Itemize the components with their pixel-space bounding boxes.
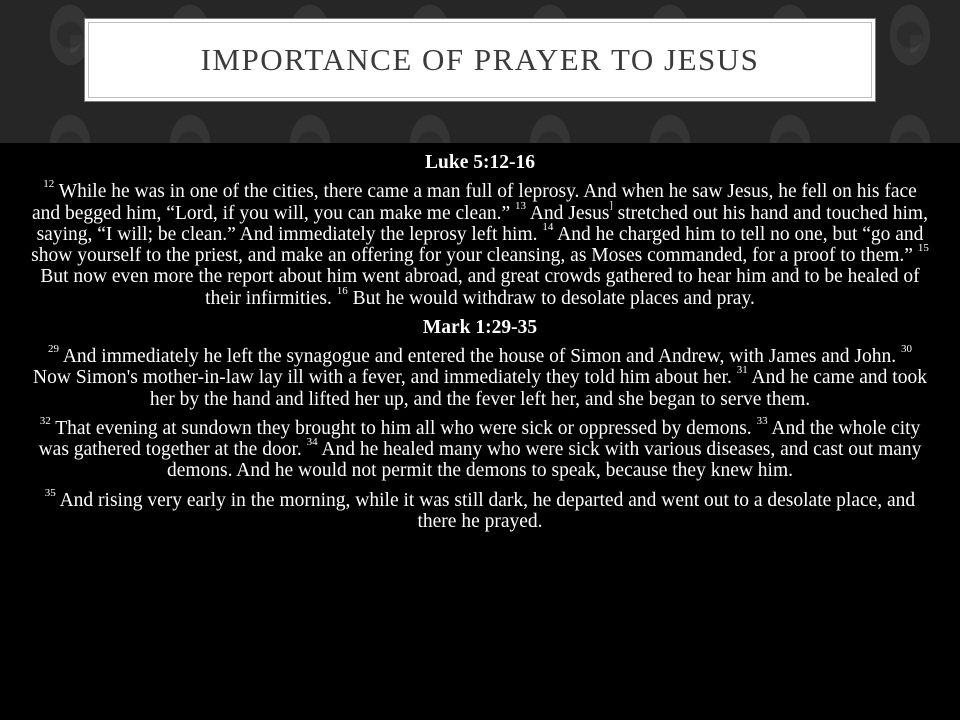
- verse-number: 29: [48, 343, 60, 355]
- verse-number: 16: [336, 284, 348, 297]
- verse-text: And he healed many who were sick with various diseases, and cast out many demons. And he would not permit the demons to speak, because they knew him.: [166, 439, 922, 482]
- verse-number: 30: [900, 343, 912, 355]
- slide-title: IMPORTANCE OF PRAYER TO JESUS: [200, 42, 760, 77]
- scripture-content: [28, 152, 932, 540]
- verse-text: While he was in one of the cities, there came a man full of leprosy. And when he saw Jesus, he fell on his face and begged him, “Lord, if you will, you can make me clean.”: [32, 181, 917, 224]
- verse-text: And he charged him to tell no one, but “go and show yourself to the priest, and make an offering for your cleansing, as Moses commanded, for a proof to them.”: [31, 223, 924, 266]
- luke-reference: Luke 5:12-16: [425, 152, 535, 173]
- verse-number: 15: [917, 242, 929, 254]
- verse-text: And the whole city was gathered together at the door.: [38, 417, 921, 460]
- verse-text: Now Simon's mother-in-law lay ill with a fever, and immediately they told him about her.: [33, 367, 732, 389]
- mark-passage-1: [28, 343, 932, 410]
- mark-passage-3: [28, 486, 932, 533]
- footnote-marker: ]: [609, 199, 613, 211]
- verse-text: And immediately he left the synagogue and entered the house of Simon and Andrew, with James and John.: [59, 346, 897, 367]
- verse-text: stretched out his hand and touched him, saying, “I will; be clean.” And immediately the leprosy left him.: [36, 202, 928, 245]
- verse-text: But now even more the report about him went abroad, and great crowds gathered to hear him and to be healed of their infirmities.: [40, 266, 920, 309]
- verse-number: 13: [515, 199, 527, 212]
- verse-number: 12: [43, 178, 55, 191]
- mark-reference: Mark 1:29-35: [422, 316, 538, 338]
- verse-text: That evening at sundown they brought to him all who were sick or oppressed by demons.: [50, 417, 752, 439]
- verse-text: But he would withdraw to desolate places and pray.: [347, 287, 755, 309]
- verse-number: 32: [39, 414, 51, 427]
- verse-text: And he came and took her by the hand and lifted her up, and the fever left her, and she began to serve them.: [149, 367, 927, 410]
- verse-number: 35: [44, 486, 56, 499]
- damask-banner: [0, 0, 960, 143]
- luke-passage: [28, 178, 932, 309]
- verse-number: 14: [542, 220, 554, 233]
- verse-number: 31: [736, 364, 748, 377]
- verse-number: 33: [756, 414, 768, 427]
- verse-text: And Jesus: [526, 202, 610, 224]
- mark-passage-2: [28, 414, 932, 482]
- title-box: [84, 18, 876, 102]
- verse-number: 34: [306, 436, 318, 448]
- verse-text: And rising very early in the morning, while it was still dark, he departed and went out to a desolate place, and there he prayed.: [55, 489, 916, 532]
